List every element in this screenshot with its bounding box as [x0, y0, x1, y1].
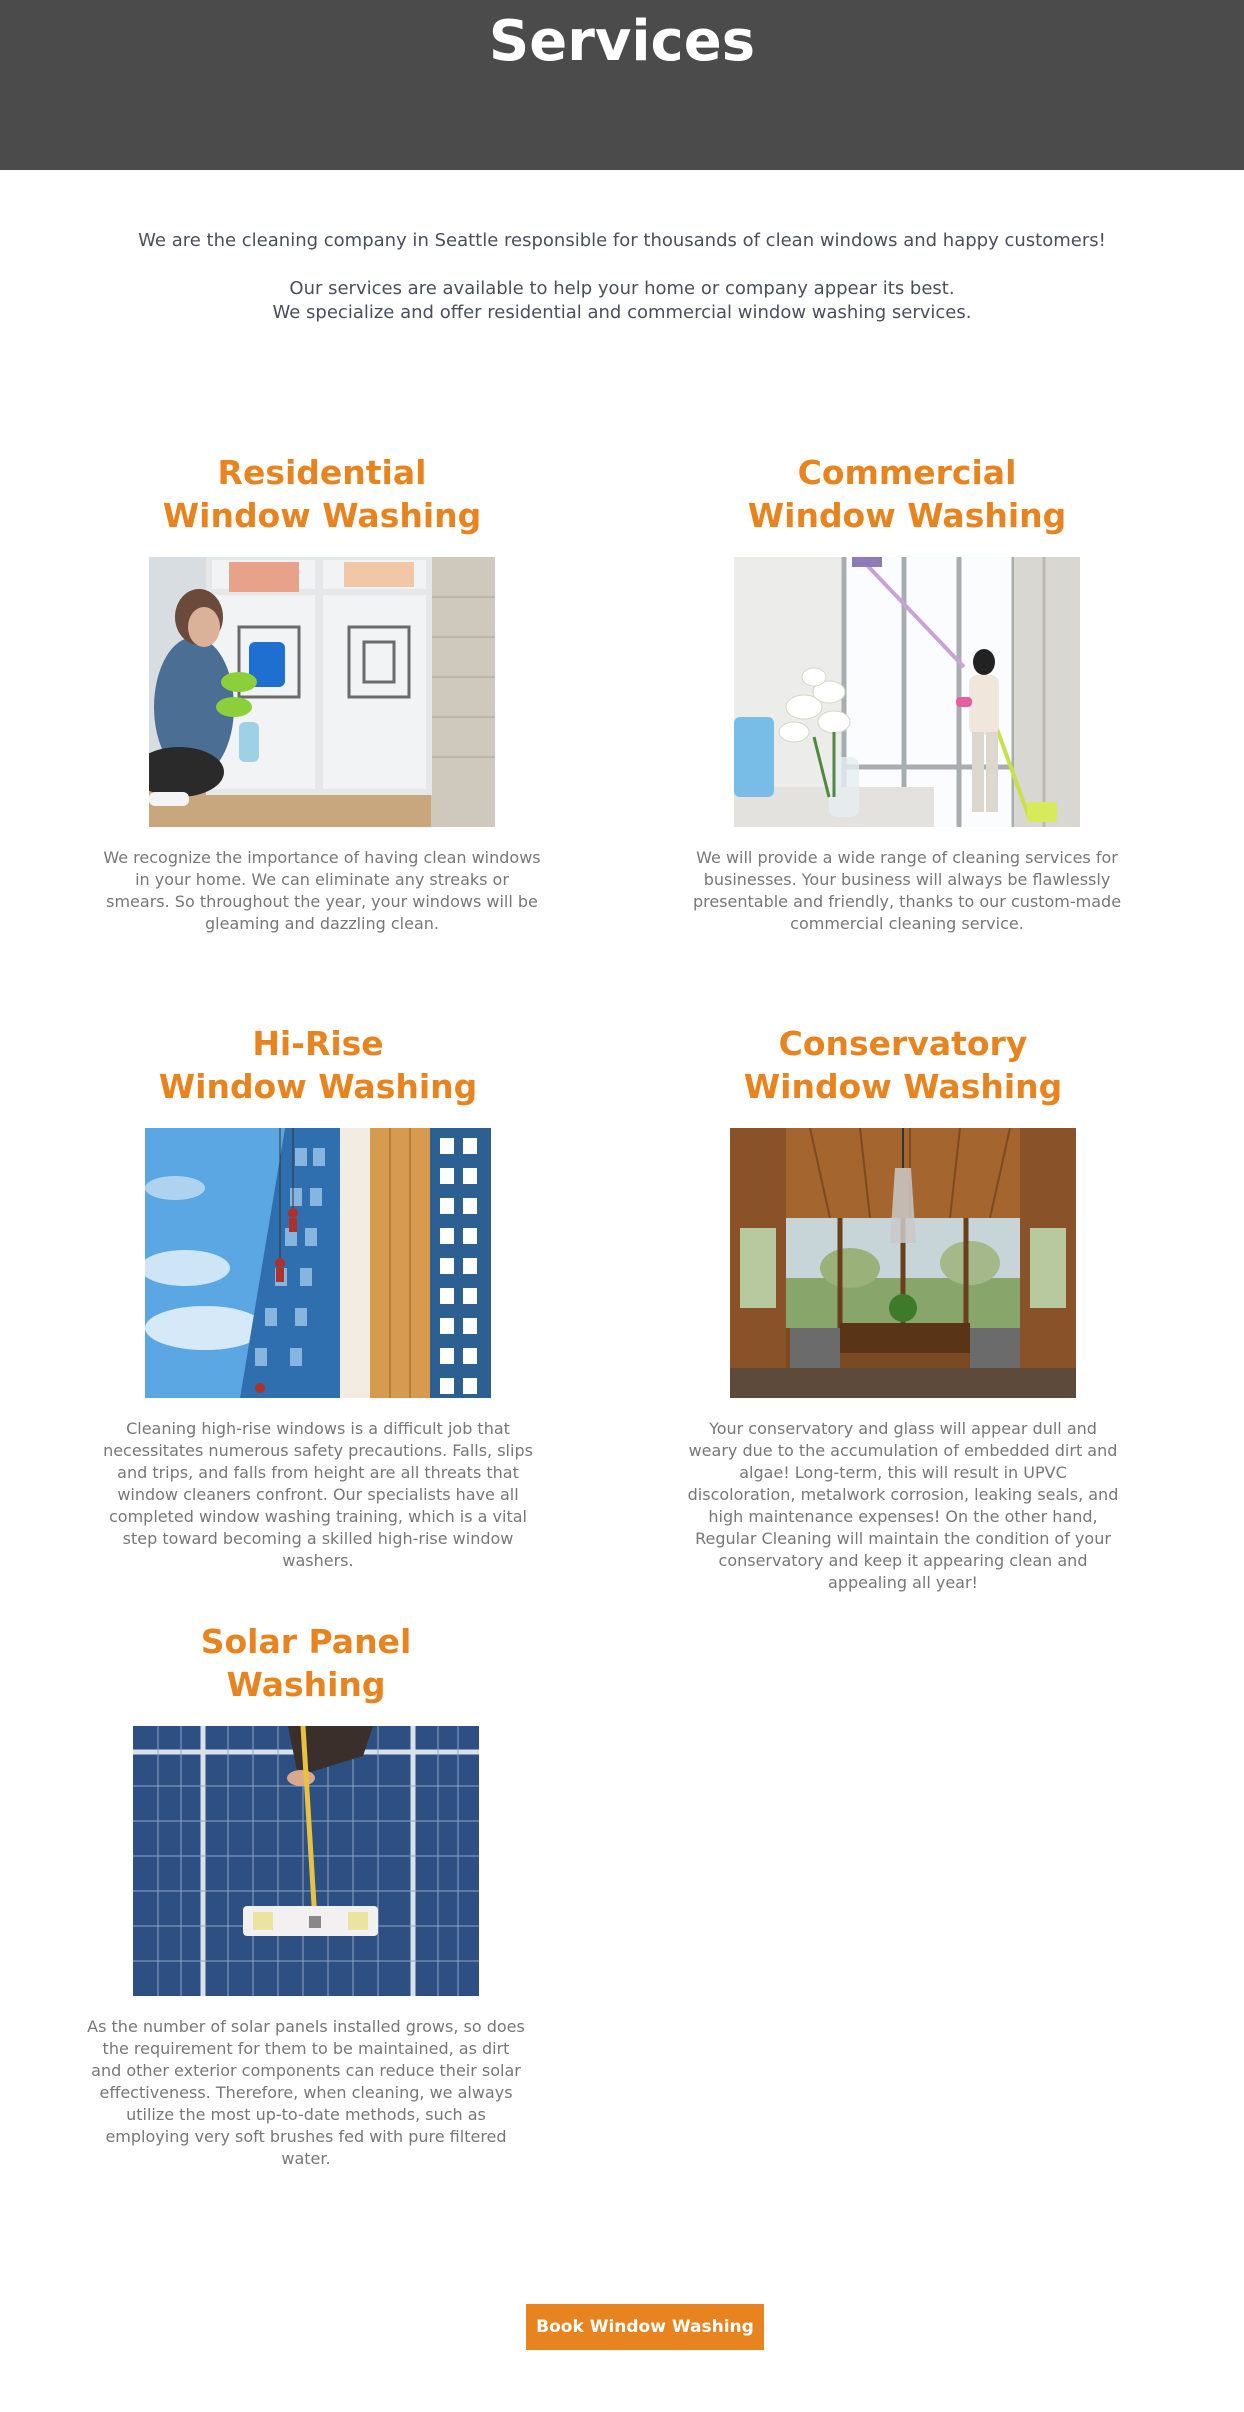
book-window-washing-button[interactable]: Book Window Washing	[526, 2304, 764, 2350]
service-description: Cleaning high-rise windows is a difficult job that necessitates numerous safety precautions. Falls, slips and trips, and falls from height are all threats that window cleaners confront. Our specialists have all completed window washing training, which is a vital step toward becoming a skilled high-rise window washers.	[103, 1419, 533, 1570]
service-title	[102, 451, 542, 537]
service-title	[98, 1022, 538, 1108]
service-title	[683, 1022, 1123, 1108]
intro-line-1: We are the cleaning company in Seattle responsible for thousands of clean windows and happy customers!	[138, 230, 1106, 251]
hi-rise-building-photo	[145, 1128, 491, 1398]
service-description: We recognize the importance of having clean windows in your home. We can eliminate any streaks or smears. So throughout the year, your windows will be gleaming and dazzling clean.	[103, 848, 541, 933]
service-card-conservatory	[683, 1022, 1123, 1594]
service-title	[86, 1620, 526, 1706]
service-title-line1: Commercial	[797, 453, 1017, 492]
service-title-line1: Hi-Rise	[252, 1024, 384, 1063]
hero-banner	[0, 0, 1244, 170]
service-title-line1: Conservatory	[778, 1024, 1028, 1063]
service-title-line2: Window Washing	[158, 1067, 478, 1106]
intro-line-2: Our services are available to help your home or company appear its best.	[289, 278, 955, 299]
service-card-hi-rise	[98, 1022, 538, 1572]
page-title: Services	[488, 9, 756, 74]
service-description: Your conservatory and glass will appear dull and weary due to the accumulation of embedded dirt and algae! Long-term, this will result in UPVC discoloration, metalwork corrosion, leaking seals, and high maintenance expenses! On the other hand, Regular Cleaning will maintain the condition of your conservatory and keep it appearing clean and appealing all year!	[687, 1419, 1119, 1592]
service-card-commercial	[687, 451, 1127, 935]
intro-line-3: We specialize and offer residential and commercial window washing services.	[272, 302, 972, 323]
service-title-line2: Window Washing	[162, 496, 482, 535]
conservatory-room-photo	[730, 1128, 1076, 1398]
service-description: We will provide a wide range of cleaning services for businesses. Your business will always be flawlessly presentable and friendly, thanks to our custom-made commercial cleaning service.	[692, 848, 1122, 933]
solar-panel-photo	[133, 1726, 479, 1996]
service-description: As the number of solar panels installed grows, so does the requirement for them to be maintained, as dirt and other exterior components can reduce their solar effectiveness. Therefore, when cleaning, we always utilize the most up-to-date methods, such as employing very soft brushes fed with pure filtered water.	[87, 2017, 525, 2168]
service-title-line2: Washing	[226, 1665, 386, 1704]
service-title-line1: Solar Panel	[200, 1622, 412, 1661]
service-title-line1: Residential	[217, 453, 427, 492]
residential-window-photo	[149, 557, 495, 827]
service-title-line2: Window Washing	[743, 1067, 1063, 1106]
service-title	[687, 451, 1127, 537]
commercial-window-photo	[734, 557, 1080, 827]
service-card-solar-panel	[86, 1620, 526, 2170]
service-title-line2: Window Washing	[747, 496, 1067, 535]
service-card-residential	[102, 451, 542, 935]
